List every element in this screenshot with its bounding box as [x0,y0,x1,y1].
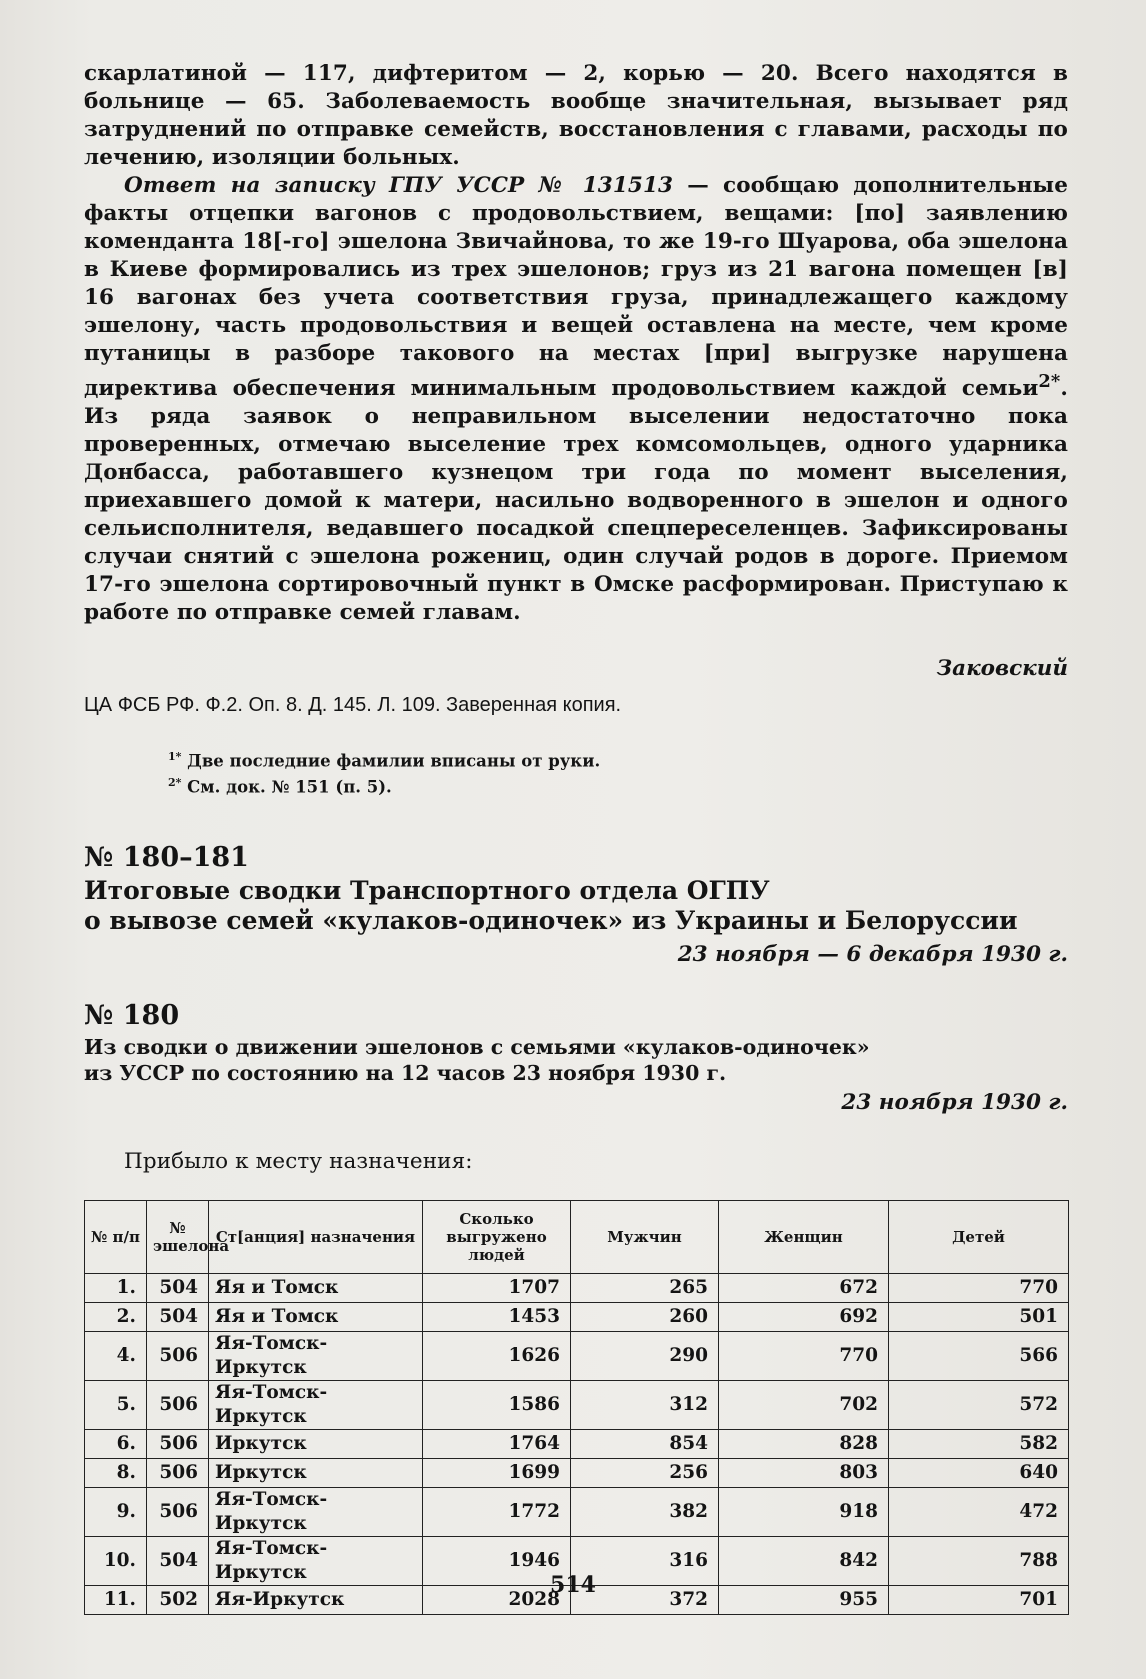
table-cell: 1764 [423,1430,571,1459]
table-cell: 788 [889,1537,1069,1586]
table-cell: 640 [889,1459,1069,1488]
table-cell: 8. [85,1459,147,1488]
document-title-line-1: Из сводки о движении эшелонов с семьями «кулаков-одиночек» [84,1035,870,1059]
header-unloaded: Сколько выгружено людей [423,1201,571,1274]
table-cell: 828 [719,1430,889,1459]
table-cell: 803 [719,1459,889,1488]
table-cell: 506 [147,1459,209,1488]
signature: Заковский [936,656,1068,681]
table-cell: 955 [719,1586,889,1615]
table-cell: 918 [719,1488,889,1537]
header-men: Мужчин [571,1201,719,1274]
table-cell: 1. [85,1274,147,1303]
table-cell: 1707 [423,1274,571,1303]
table-cell: Яя-Томск-Иркутск [209,1381,423,1430]
header-women: Женщин [719,1201,889,1274]
table-cell: 842 [719,1537,889,1586]
table-cell: 312 [571,1381,719,1430]
table-cell: 770 [889,1274,1069,1303]
section-number: № 180–181 [84,842,249,873]
paragraph-2 [84,172,1068,627]
table-cell: 265 [571,1274,719,1303]
table-cell: 6. [85,1430,147,1459]
body-text [84,60,1068,627]
table-cell: Иркутск [209,1430,423,1459]
table-cell: 1772 [423,1488,571,1537]
table-cell: 702 [719,1381,889,1430]
table-cell: 504 [147,1537,209,1586]
archive-reference: ЦА ФСБ РФ. Ф.2. Оп. 8. Д. 145. Л. 109. Заверенная копия. [84,694,622,716]
table-cell: 1946 [423,1537,571,1586]
table-row [85,1430,1069,1459]
header-echelon: № эшелона [147,1201,209,1274]
table-cell: 5. [85,1381,147,1430]
header-station: Ст[анция] назначения [209,1201,423,1274]
table-intro: Прибыло к месту назначения: [124,1149,473,1174]
document-title-line-2: из УССР по состоянию на 12 часов 23 ноября 1930 г. [84,1061,727,1085]
paragraph-2-body: — сообщаю дополнительные факты отцепки вагонов с продовольствием, вещами: [по] заявлению коменданта 18[-го] эшелона Звичайнова, то же 19-го Шуарова, оба эшелона в Киеве формировались из трех эшелонов; груз из 21 вагона помещен [в] 16 вагонах без учета соответствия груза, принадлежащего каждому эшелону, часть продовольствия и вещей оставлена на месте, чем кроме путаницы в разборе такового на местах [при] выгрузке нарушена директива обеспечения минимальным продовольствием каждой семьи [84,173,1068,402]
paragraph-2-lead: Ответ на записку ГПУ УССР № 131513 [124,173,674,198]
table-cell: 382 [571,1488,719,1537]
table-cell: 502 [147,1586,209,1615]
table-cell: 692 [719,1303,889,1332]
table-cell: Яя и Томск [209,1303,423,1332]
table-cell: Яя-Томск-Иркутск [209,1332,423,1381]
table-row [85,1488,1069,1537]
header-children: Детей [889,1201,1069,1274]
footnote-1: $^{1*}$ Две последние фамилии вписаны от руки. [168,750,601,771]
section-date-range: 23 ноября — 6 декабря 1930 г. [677,942,1068,967]
section-title-line-1: Итоговые сводки Транспортного отдела ОГПУ [84,876,770,905]
table-cell: 372 [571,1586,719,1615]
footnote-ref-2: 2* [1038,371,1061,392]
table-row [85,1303,1069,1332]
table-cell: 290 [571,1332,719,1381]
table-cell: 472 [889,1488,1069,1537]
table-cell: 1453 [423,1303,571,1332]
paragraph-2-tail: . Из ряда заявок о неправильном выселении недостаточно пока проверенных, отмечаю выселение трех комсомольцев, одного ударника Донбасса, работавшего кузнецом три года по момент выселения, приехавшего домой к матери, насильно водворенного в эшелон и одного сельисполнителя, ведавшего посадкой спецпереселенцев. Зафиксированы случаи снятий с эшелона рожениц, один случай родов в дороге. Приемом 17-го эшелона сортировочный пункт в Омске расформирован. Приступаю к работе по отправке семей главам. [84,376,1068,626]
table-row [85,1274,1069,1303]
echelon-table [84,1200,1069,1615]
table-cell: 2. [85,1303,147,1332]
table-cell: 770 [719,1332,889,1381]
section-header [84,842,1068,967]
table-cell: 854 [571,1430,719,1459]
table-cell: Иркутск [209,1459,423,1488]
table-cell: 316 [571,1537,719,1586]
table-cell: 1626 [423,1332,571,1381]
table-cell: 506 [147,1332,209,1381]
table-cell: 566 [889,1332,1069,1381]
table-cell: 10. [85,1537,147,1586]
table-cell: 11. [85,1586,147,1615]
table-cell: 582 [889,1430,1069,1459]
footnotes [84,746,1068,797]
table-cell: 504 [147,1303,209,1332]
table-row [85,1459,1069,1488]
table-cell: Яя-Томск-Иркутск [209,1537,423,1586]
table-cell: 260 [571,1303,719,1332]
table-cell: 672 [719,1274,889,1303]
document-number: № 180 [84,1000,180,1031]
table-cell: 506 [147,1381,209,1430]
footnote-2: $^{2*}$ См. док. № 151 (п. 5). [168,775,392,796]
header-row-number: № п/п [85,1201,147,1274]
table-cell: 1699 [423,1459,571,1488]
table-cell: Яя-Томск-Иркутск [209,1488,423,1537]
table-cell: 256 [571,1459,719,1488]
table-cell: Яя-Иркутск [209,1586,423,1615]
table-cell: 1586 [423,1381,571,1430]
paragraph-1: скарлатиной — 117, дифтеритом — 2, корью — 20. Всего находятся в больнице — 65. Заболеваемость вообще значительная, вызывает ряд затруднений по отправке семейств, восстановления с главами, расходы по лечению, изоляции больных. [84,61,1068,170]
table-cell: 572 [889,1381,1069,1430]
document-date: 23 ноября 1930 г. [841,1090,1068,1115]
table-header-row [85,1201,1069,1274]
table-cell: 501 [889,1303,1069,1332]
table-cell: 504 [147,1274,209,1303]
table-cell: 9. [85,1488,147,1537]
document-header [84,1000,1068,1115]
section-title-line-2: о вывозе семей «кулаков-одиночек» из Украины и Белоруссии [84,906,1018,935]
table-cell: 701 [889,1586,1069,1615]
table-row [85,1381,1069,1430]
table-cell: 4. [85,1332,147,1381]
page-number: 514 [550,1572,596,1598]
table-cell: Яя и Томск [209,1274,423,1303]
table-cell: 2028 [423,1586,571,1615]
table-cell: 506 [147,1430,209,1459]
table-cell: 506 [147,1488,209,1537]
table-row [85,1332,1069,1381]
